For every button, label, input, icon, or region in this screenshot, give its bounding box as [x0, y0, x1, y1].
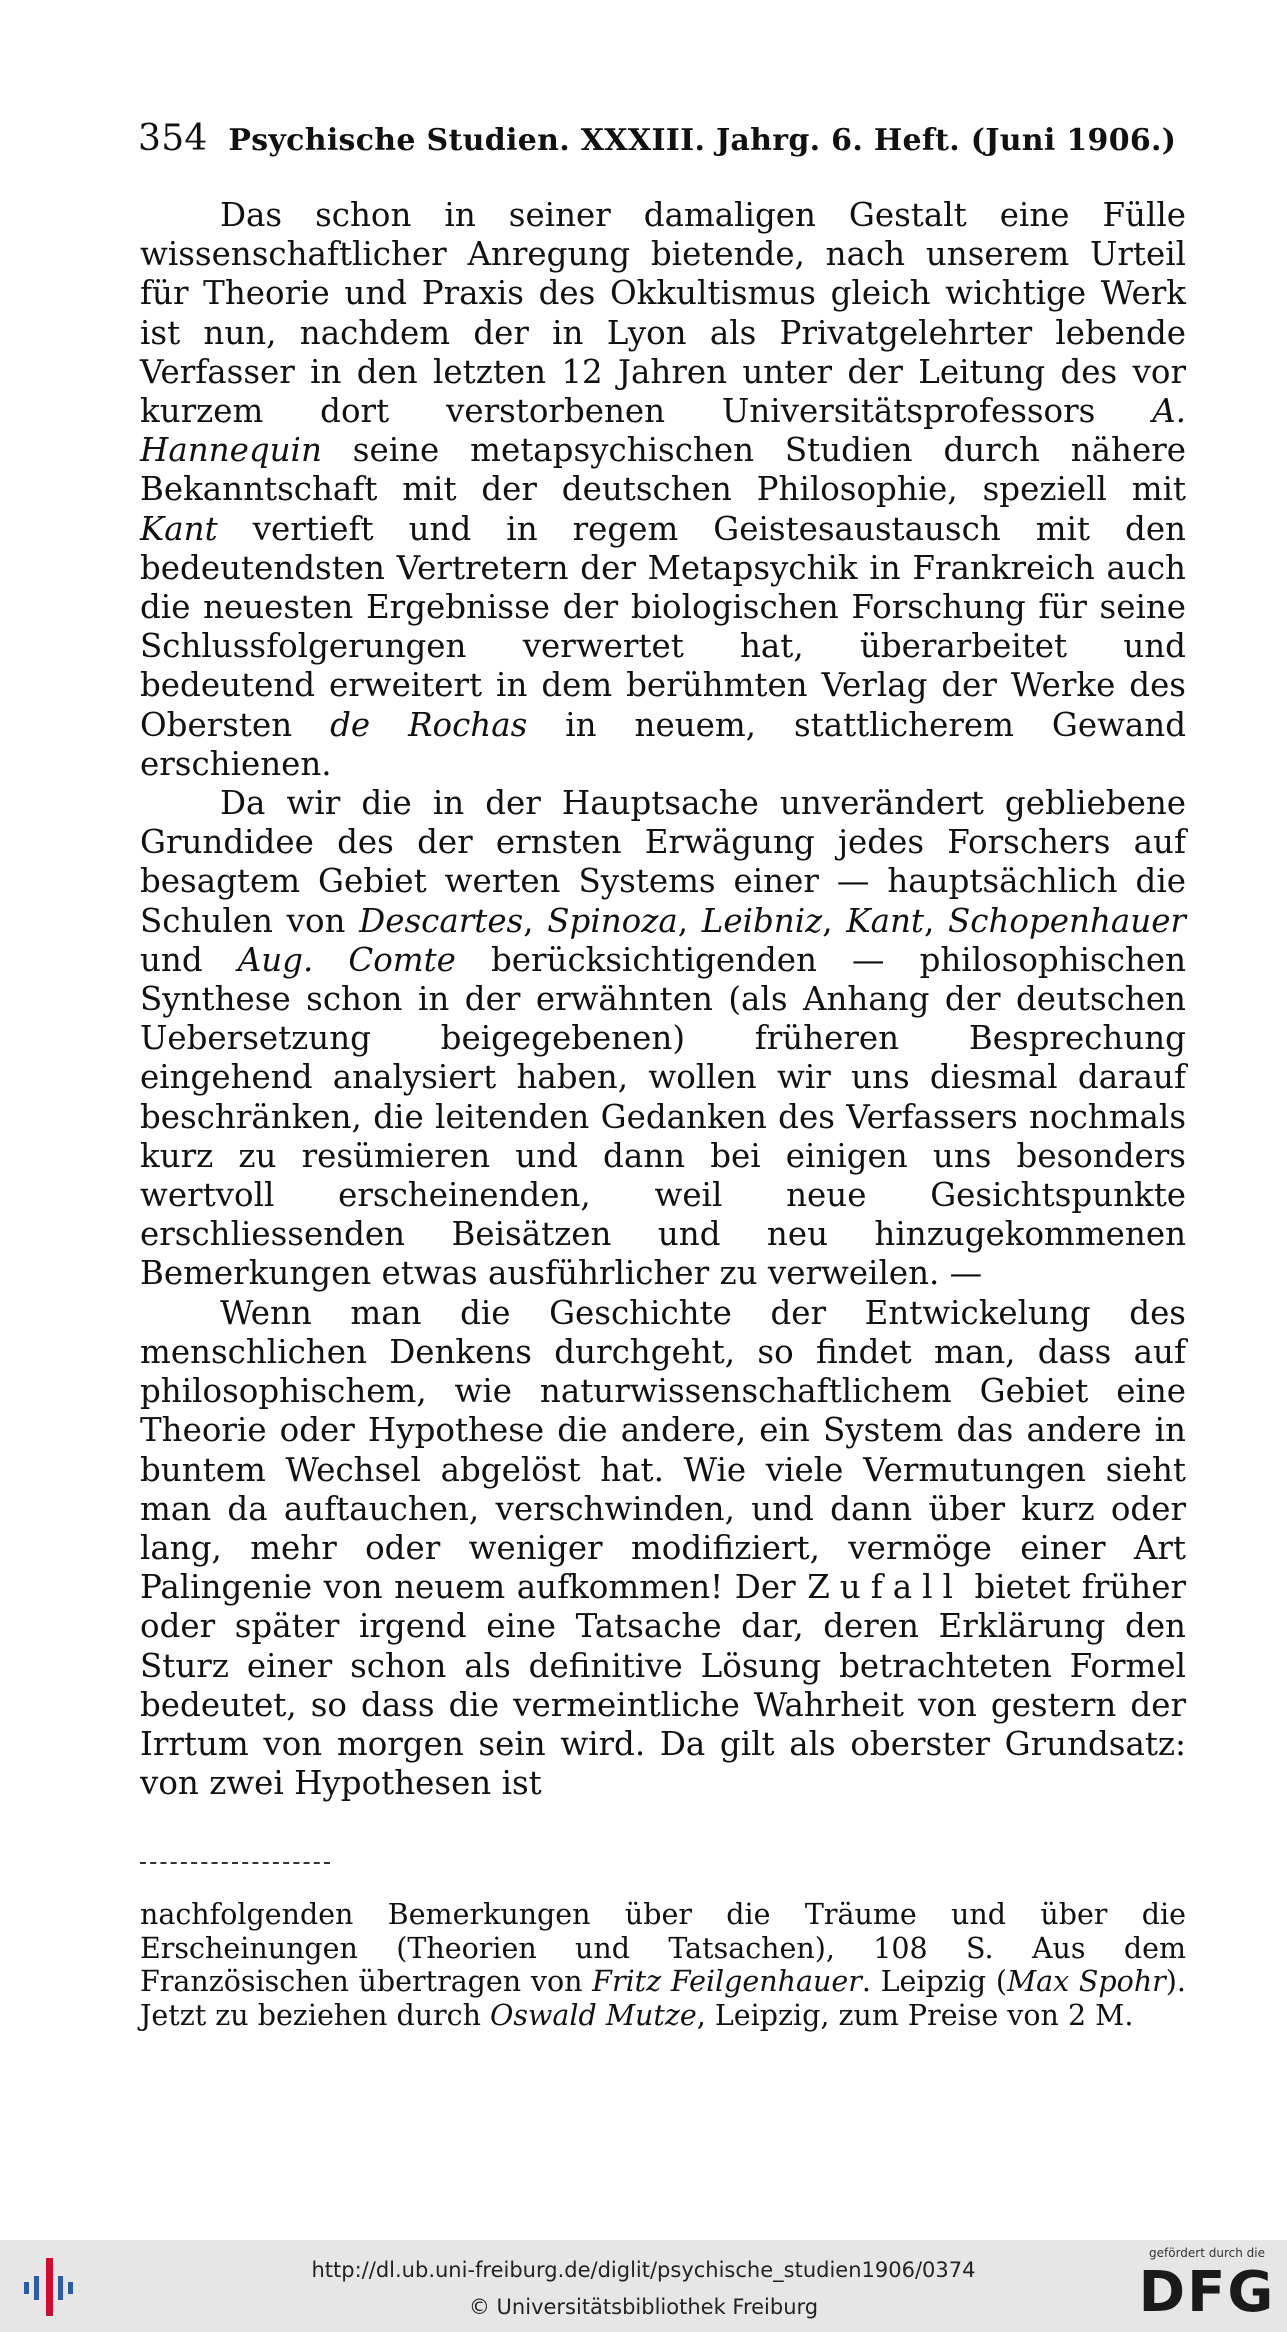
text-run: bietet früher oder später irgend eine Tatsache dar, deren Erklärung den Sturz einer schon als definitive Lösung betrachteten Formel bedeutet, so dass die vermeintliche Wahrheit von gestern der Irrtum von morgen sein wird. Da gilt als oberster Grundsatz: von zwei Hypothesen ist [140, 1568, 1187, 1803]
text-run: , [523, 901, 548, 940]
paragraph-1 [140, 196, 1186, 784]
text-run: seine metapsychischen Studien durch nähere Bekanntschaft mit der deutschen Philosophie, speziell mit [140, 431, 1186, 509]
publisher-name: Max Spohr [1006, 1965, 1166, 1999]
running-title: Psychische Studien. XXXIII. Jahrg. 6. Heft. (Juni 1906.) [228, 123, 1177, 158]
copyright-notice: © Universitätsbibliothek Freiburg [468, 2295, 819, 2319]
paragraph-3 [140, 1294, 1186, 1804]
running-header [138, 118, 1177, 159]
viewer-footer [0, 2240, 1287, 2332]
person-name: Spinoza [547, 901, 678, 940]
text-run: berücksichtigenden — philosophischen Synthese schon in der erwähnten (als Anhang der deutschen Uebersetzung beigegebenen) früheren Besprechung eingehend analysiert haben, wollen wir uns diesmal darauf beschränken, die leitenden Gedanken des Verfassers nochmals kurz zu resümieren und dann bei einigen uns besonders wertvoll erscheinenden, weil neue Gesichtspunkte erschliessenden Beisätzen und neu hinzugekommenen Bemerkungen etwas ausführlicher zu verweilen. — [140, 940, 1187, 1293]
person-name: Schopenhauer [948, 901, 1186, 940]
person-name: Fritz Feilgenhauer [592, 1965, 862, 1999]
text-run: Das schon in seiner damaligen Gestalt eine Fülle wissenschaftlicher Anregung bietende, nach unserem Urteil für Theorie und Praxis des Okkultismus gleich wichtige Werk ist nun, nachdem der in Lyon als Privatgelehrter lebende Verfasser in den letzten 12 Jahren unter der Leitung des vor kurzem dort verstorbenen Universitätsprofessors [140, 196, 1186, 431]
publisher-name: Oswald Mutze [490, 1998, 697, 2032]
text-run: vertieft und in regem Geistesaustausch mit den bedeutendsten Vertretern der Metapsychik in Frankreich auch die neuesten Ergebnisse der biologischen Forschung für seine Schlussfolgerungen verwertet hat, überarbeitet und bedeutend erweitert in dem berühmten Verlag der Werke des Obersten [140, 509, 1186, 744]
emphasized-word: Zufall [807, 1568, 963, 1607]
text-run: , Leipzig, zum Preise von 2 M. [696, 1998, 1134, 2032]
text-run: in neuem, stattlicherem Gewand erschienen. [140, 705, 1187, 783]
sponsor-caption: gefördert durch die [1149, 2246, 1265, 2260]
dfg-logo[interactable] [1132, 2246, 1282, 2330]
text-run: und [140, 940, 238, 979]
person-name: de Rochas [330, 705, 528, 744]
permalink-url[interactable]: http://dl.ub.uni-freiburg.de/diglit/psychische_studien1906/0374 [311, 2258, 976, 2282]
footnote-rule [140, 1862, 330, 1864]
footnote [140, 1898, 1186, 2032]
person-name: Kant [140, 509, 218, 548]
text-run: , [822, 901, 847, 940]
text-run: , [923, 901, 949, 940]
text-run: ). Jetzt zu beziehen durch [140, 1965, 1186, 2032]
text-run: Wenn man die Geschichte der Entwickelung des menschlichen Denkens durchgeht, so findet man, dass auf philosophischem, wie naturwissenschaftlichem Gebiet eine Theorie oder Hypothese die andere, ein System das andere in buntem Wechsel abgelöst hat. Wie viele Vermutungen sieht man da auftauchen, verschwinden, und dann über kurz oder lang, mehr oder weniger modifiziert, vermöge einer Art Palingenie von neuem aufkommen! Der [140, 1293, 1186, 1607]
person-name: Leibniz [701, 901, 823, 940]
paragraph-2 [140, 784, 1186, 1294]
text-run: nachfolgenden Bemerkungen über die Träume und über die Erscheinungen (Theorien und Tatsachen), 108 S. Aus dem Französischen übertragen von [140, 1898, 1186, 1999]
text-run: Da wir die in der Hauptsache unverändert gebliebene Grundidee des der ernsten Erwägung jedes Forschers auf besagtem Gebiet werten Systems einer — hauptsächlich die Schulen von [140, 784, 1186, 940]
page-number: 354 [138, 118, 208, 159]
person-name: A. Hannequin [140, 392, 1186, 470]
person-name: Aug. Comte [237, 940, 456, 979]
person-name: Kant [846, 901, 924, 940]
text-run: . Leipzig ( [861, 1965, 1007, 1999]
person-name: Descartes [359, 901, 524, 940]
sponsor-logo-text: DFG [1138, 2260, 1276, 2325]
text-run: , [677, 901, 702, 940]
body-text [140, 196, 1186, 1803]
